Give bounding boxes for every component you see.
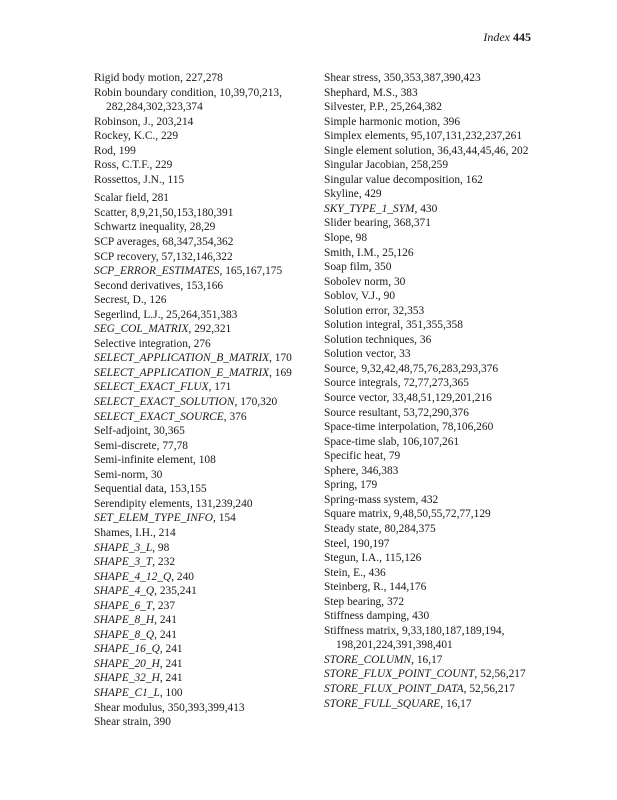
index-entry: Specific heat, 79 bbox=[324, 450, 401, 463]
index-entry: Semi-infinite element, 108 bbox=[94, 454, 216, 467]
index-pages: 115,126 bbox=[384, 552, 422, 565]
index-entry: Step bearing, 372 bbox=[324, 595, 405, 608]
index-pages: 368,371 bbox=[393, 217, 431, 230]
index-pages: 281 bbox=[151, 192, 169, 205]
index-pages: 179 bbox=[360, 479, 378, 492]
index-entry: Robin boundary condition, 10,39,70,213, 282,284,302,323,374 bbox=[94, 86, 282, 114]
index-pages: 80,284,375 bbox=[384, 522, 436, 535]
index-term: SHAPE_4_Q bbox=[94, 585, 155, 598]
index-term: Stein, E. bbox=[324, 566, 363, 579]
index-entry: Shames, I.H., 214 bbox=[94, 526, 176, 539]
index-pages: 52,56,217 bbox=[469, 682, 515, 695]
index-pages: 165,167,175 bbox=[225, 265, 283, 278]
index-term: Source integrals bbox=[324, 377, 398, 390]
index-pages: 396 bbox=[442, 115, 461, 128]
index-entry: Source resultant, 53,72,290,376 bbox=[324, 406, 469, 419]
index-entry: Silvester, P.P., 25,264,382 bbox=[324, 101, 442, 114]
index-entry: STORE_FULL_SQUARE, 16,17 bbox=[324, 697, 472, 710]
index-pages: 232 bbox=[157, 556, 176, 569]
index-term: Serendipity elements bbox=[94, 497, 190, 510]
index-entry: SEG_COL_MATRIX, 292,321 bbox=[94, 323, 232, 336]
index-term: SHAPE_4_12_Q bbox=[94, 570, 172, 583]
index-column-right bbox=[324, 71, 544, 711]
index-entry: Rigid body motion, 227,278 bbox=[94, 72, 223, 84]
index-entry: Source vector, 33,48,51,129,201,216 bbox=[324, 392, 492, 405]
index-entry: SCP averages, 68,347,354,362 bbox=[94, 236, 234, 249]
index-pages: 170,320 bbox=[240, 396, 278, 409]
index-pages: 16,17 bbox=[445, 697, 472, 710]
index-pages: 9,48,50,55,72,77,129 bbox=[393, 508, 491, 521]
index-term: STORE_COLUMN bbox=[324, 653, 412, 666]
index-term: Singular Jacobian bbox=[324, 159, 406, 172]
index-entry: Selective integration, 276 bbox=[94, 337, 211, 350]
index-term: STORE_FULL_SQUARE bbox=[324, 697, 441, 710]
index-term: SHAPE_8_H bbox=[94, 614, 155, 627]
index-entry: SCP_ERROR_ESTIMATES, 165,167,175 bbox=[94, 265, 283, 278]
index-term: SHAPE_3_L bbox=[94, 541, 153, 554]
index-entry: SHAPE_16_Q, 241 bbox=[94, 643, 183, 656]
index-entry: STORE_FLUX_POINT_COUNT, 52,56,217 bbox=[324, 668, 526, 681]
index-entry: Steel, 190,197 bbox=[324, 537, 390, 550]
index-entry: Secrest, D., 126 bbox=[94, 294, 167, 307]
index-entry: Space-time interpolation, 78,106,260 bbox=[324, 421, 494, 434]
index-entry: Scatter, 8,9,21,50,153,180,391 bbox=[94, 206, 234, 219]
index-entry: Solution error, 32,353 bbox=[324, 304, 425, 317]
index-pages: 154 bbox=[218, 512, 236, 525]
index-term: Robin boundary condition bbox=[94, 86, 214, 99]
index-pages: 241 bbox=[159, 628, 177, 641]
index-term: Solution integral bbox=[324, 319, 401, 332]
index-pages: 16,17 bbox=[416, 653, 443, 666]
index-entry: SHAPE_6_T, 237 bbox=[94, 599, 176, 612]
index-entry: Spring, 179 bbox=[324, 479, 378, 492]
index-pages: 9,33,180,187,189,194, 198,201,224,391,398,401 bbox=[336, 624, 505, 652]
index-term: Sequential data bbox=[94, 483, 164, 496]
index-pages: 95,107,131,232,237,261 bbox=[411, 130, 523, 143]
index-pages: 100 bbox=[165, 686, 183, 699]
index-pages: 432 bbox=[421, 493, 439, 506]
index-pages: 108 bbox=[198, 454, 216, 467]
index-entry: Rockey, K.C., 229 bbox=[94, 130, 179, 143]
index-term: Shear stress bbox=[324, 72, 379, 84]
index-entry: Self-adjoint, 30,365 bbox=[94, 425, 185, 438]
index-term: Space-time slab bbox=[324, 435, 397, 448]
index-entry: SHAPE_8_H, 241 bbox=[94, 614, 177, 627]
index-pages: 376 bbox=[229, 410, 247, 423]
index-pages: 346,383 bbox=[361, 464, 399, 477]
index-term: Smith, I.M. bbox=[324, 246, 377, 259]
index-entry: Soap film, 350 bbox=[324, 261, 392, 274]
index-term: STORE_FLUX_POINT_COUNT bbox=[324, 668, 475, 681]
index-entry: STORE_FLUX_POINT_DATA, 52,56,217 bbox=[324, 682, 515, 695]
index-term: SCP_ERROR_ESTIMATES bbox=[94, 265, 220, 278]
index-pages: 33,48,51,129,201,216 bbox=[392, 392, 492, 405]
index-entry: Slope, 98 bbox=[324, 232, 368, 245]
index-pages: 241 bbox=[165, 643, 183, 656]
index-pages: 32,353 bbox=[392, 304, 425, 317]
index-entry: Simplex elements, 95,107,131,232,237,261 bbox=[324, 130, 523, 143]
index-pages: 90 bbox=[383, 290, 396, 303]
index-term: Steady state bbox=[324, 522, 379, 535]
index-term: SHAPE_3_T bbox=[94, 556, 153, 569]
index-pages: 10,39,70,213, 282,284,302,323,374 bbox=[106, 86, 282, 114]
index-entry: Rossettos, J.N., 115 bbox=[94, 173, 185, 186]
index-term: SELECT_EXACT_SOURCE bbox=[94, 410, 224, 423]
index-term: Space-time interpolation bbox=[324, 421, 437, 434]
index-entry: Slider bearing, 368,371 bbox=[324, 217, 431, 230]
index-term: SHAPE_20_H bbox=[94, 657, 160, 670]
index-term: Source resultant bbox=[324, 406, 398, 419]
index-entry: Stiffness matrix, 9,33,180,187,189,194, 198,201,224,391,398,401 bbox=[324, 624, 505, 652]
index-entry: Rod, 199 bbox=[94, 144, 136, 157]
index-pages: 98 bbox=[157, 541, 170, 554]
index-pages: 171 bbox=[214, 381, 232, 394]
index-pages: 144,176 bbox=[389, 581, 427, 594]
index-term: SCP averages bbox=[94, 236, 157, 249]
index-entry: Shear stress, 350,353,387,390,423 bbox=[324, 72, 481, 84]
index-term: Second derivatives bbox=[94, 279, 181, 292]
index-term: Rossettos, J.N. bbox=[94, 173, 162, 186]
index-term: SHAPE_32_H bbox=[94, 672, 160, 685]
index-term: Scatter bbox=[94, 206, 126, 219]
index-pages: 25,264,382 bbox=[390, 101, 442, 114]
index-entry: Singular value decomposition, 162 bbox=[324, 173, 483, 186]
index-entry: Steady state, 80,284,375 bbox=[324, 522, 436, 535]
index-term: Solution techniques bbox=[324, 333, 415, 346]
index-term: Stiffness matrix bbox=[324, 624, 397, 637]
index-term: Skyline bbox=[324, 188, 359, 201]
index-term: Segerlind, L.J. bbox=[94, 308, 161, 321]
index-term: Schwartz inequality bbox=[94, 221, 185, 234]
page-header bbox=[483, 30, 531, 45]
index-pages: 153,155 bbox=[169, 483, 207, 496]
index-term: Stegun, I.A. bbox=[324, 552, 380, 565]
index-entry: Skyline, 429 bbox=[324, 188, 382, 201]
index-term: SHAPE_8_Q bbox=[94, 628, 155, 641]
index-pages: 241 bbox=[159, 614, 177, 627]
index-entry: SHAPE_8_Q, 241 bbox=[94, 628, 177, 641]
index-term: Singular value decomposition bbox=[324, 173, 461, 186]
index-entry: Spring-mass system, 432 bbox=[324, 493, 439, 506]
index-pages: 30 bbox=[393, 275, 406, 288]
index-term: SCP recovery bbox=[94, 250, 156, 263]
index-term: SELECT_APPLICATION_E_MATRIX bbox=[94, 366, 270, 379]
index-entry: SELECT_EXACT_SOLUTION, 170,320 bbox=[94, 396, 278, 409]
index-term: Shear strain bbox=[94, 716, 149, 729]
index-pages: 203,214 bbox=[156, 115, 194, 128]
index-term: Soap film bbox=[324, 261, 369, 274]
index-entry: SHAPE_3_T, 232 bbox=[94, 556, 176, 569]
index-pages: 229 bbox=[155, 159, 173, 172]
index-pages: 169 bbox=[274, 366, 292, 379]
index-entry: SHAPE_32_H, 241 bbox=[94, 672, 183, 685]
index-term: Source vector bbox=[324, 392, 387, 405]
index-term: Sphere bbox=[324, 464, 356, 477]
index-pages: 383 bbox=[400, 86, 418, 99]
index-entry: Segerlind, L.J., 25,264,351,383 bbox=[94, 308, 238, 321]
index-entry: Smith, I.M., 25,126 bbox=[324, 246, 414, 259]
index-pages: 390 bbox=[153, 716, 171, 729]
index-entry: Shear strain, 390 bbox=[94, 716, 171, 729]
index-entry: Schwartz inequality, 28,29 bbox=[94, 221, 216, 234]
index-term: Slider bearing bbox=[324, 217, 389, 230]
index-entry: Shear modulus, 350,393,399,413 bbox=[94, 701, 245, 714]
index-entry: Simple harmonic motion, 396 bbox=[324, 115, 461, 128]
index-pages: 126 bbox=[149, 294, 167, 307]
index-entry: SHAPE_4_Q, 235,241 bbox=[94, 585, 197, 598]
index-entry: Single element solution, 36,43,44,45,46, 202 bbox=[324, 144, 529, 157]
index-term: SELECT_EXACT_SOLUTION bbox=[94, 396, 235, 409]
index-pages: 78,106,260 bbox=[442, 421, 494, 434]
index-entry: SELECT_EXACT_SOURCE, 376 bbox=[94, 410, 247, 423]
index-entry: Ross, C.T.F., 229 bbox=[94, 159, 173, 172]
index-entry: Steinberg, R., 144,176 bbox=[324, 581, 427, 594]
index-term: SHAPE_6_T bbox=[94, 599, 153, 612]
index-pages: 36 bbox=[419, 333, 432, 346]
index-term: Rockey, K.C. bbox=[94, 130, 156, 143]
index-entry: Serendipity elements, 131,239,240 bbox=[94, 497, 253, 510]
index-entry: SELECT_APPLICATION_E_MATRIX, 169 bbox=[94, 366, 292, 379]
index-entry: SKY_TYPE_1_SYM, 430 bbox=[324, 202, 438, 215]
index-term: Rod bbox=[94, 144, 113, 157]
index-entry: SHAPE_3_L, 98 bbox=[94, 541, 170, 554]
index-entry: Sobolev norm, 30 bbox=[324, 275, 406, 288]
index-entry: Sphere, 346,383 bbox=[324, 464, 399, 477]
index-pages: 131,239,240 bbox=[195, 497, 253, 510]
index-term: Soblov, V.J. bbox=[324, 290, 378, 303]
index-pages: 276 bbox=[193, 337, 211, 350]
index-entry: Source integrals, 72,77,273,365 bbox=[324, 377, 469, 390]
index-term: Steinberg, R. bbox=[324, 581, 384, 594]
index-term: Spring bbox=[324, 479, 355, 492]
index-pages: 9,32,42,48,75,76,283,293,376 bbox=[361, 362, 499, 375]
index-term: Solution error bbox=[324, 304, 388, 317]
index-pages: 227,278 bbox=[185, 72, 223, 84]
index-entry: SELECT_APPLICATION_B_MATRIX, 170 bbox=[94, 352, 292, 365]
index-pages: 53,72,290,376 bbox=[403, 406, 469, 419]
index-term: Slope bbox=[324, 232, 350, 245]
index-pages: 72,77,273,365 bbox=[403, 377, 469, 390]
index-pages: 115 bbox=[167, 173, 185, 186]
index-pages: 33 bbox=[399, 348, 411, 361]
index-entry: Square matrix, 9,48,50,55,72,77,129 bbox=[324, 508, 491, 521]
index-pages: 98 bbox=[355, 232, 368, 245]
index-term: SHAPE_16_Q bbox=[94, 643, 160, 656]
index-term: Spring-mass system bbox=[324, 493, 416, 506]
index-entry: Semi-norm, 30 bbox=[94, 468, 163, 481]
index-pages: 429 bbox=[364, 188, 382, 201]
index-pages: 79 bbox=[388, 450, 401, 463]
index-pages: 36,43,44,45,46, 202 bbox=[437, 144, 529, 157]
index-pages: 106,107,261 bbox=[402, 435, 460, 448]
index-term: Silvester, P.P. bbox=[324, 101, 385, 114]
index-term: Square matrix bbox=[324, 508, 389, 521]
index-entry: Solution vector, 33 bbox=[324, 348, 411, 361]
index-pages: 229 bbox=[160, 130, 179, 143]
index-pages: 153,166 bbox=[186, 279, 224, 292]
index-term: Shephard, M.S. bbox=[324, 86, 395, 99]
index-entry: Solution integral, 351,355,358 bbox=[324, 319, 463, 332]
index-entry: SHAPE_C1_L, 100 bbox=[94, 686, 183, 699]
index-term: Steel bbox=[324, 537, 347, 550]
index-entry: Soblov, V.J., 90 bbox=[324, 290, 396, 303]
index-pages: 30,365 bbox=[153, 425, 185, 438]
index-pages: 241 bbox=[165, 672, 183, 685]
index-pages: 436 bbox=[368, 566, 386, 579]
index-entry: Source, 9,32,42,48,75,76,283,293,376 bbox=[324, 362, 499, 375]
index-term: SKY_TYPE_1_SYM bbox=[324, 202, 415, 215]
index-pages: 350,353,387,390,423 bbox=[383, 72, 481, 84]
index-entry: Stegun, I.A., 115,126 bbox=[324, 552, 422, 565]
index-pages: 77,78 bbox=[162, 439, 188, 452]
index-term: Semi-norm bbox=[94, 468, 146, 481]
index-pages: 52,56,217 bbox=[480, 668, 526, 681]
index-pages: 350 bbox=[374, 261, 392, 274]
index-term: Semi-infinite element bbox=[94, 454, 194, 467]
index-entry: Shephard, M.S., 383 bbox=[324, 86, 418, 99]
index-term: SHAPE_C1_L bbox=[94, 686, 160, 699]
index-pages: 258,259 bbox=[411, 159, 449, 172]
index-term: Simplex elements bbox=[324, 130, 406, 143]
index-pages: 170 bbox=[274, 352, 292, 365]
index-term: SELECT_APPLICATION_B_MATRIX bbox=[94, 352, 270, 365]
index-term: Sobolev norm bbox=[324, 275, 389, 288]
index-term: Secrest, D. bbox=[94, 294, 144, 307]
index-pages: 199 bbox=[118, 144, 136, 157]
index-pages: 350,393,399,413 bbox=[167, 701, 245, 714]
index-term: Scalar field bbox=[94, 192, 147, 205]
index-pages: 237 bbox=[157, 599, 176, 612]
index-pages: 241 bbox=[165, 657, 183, 670]
index-pages: 430 bbox=[412, 610, 430, 623]
index-entry: Solution techniques, 36 bbox=[324, 333, 432, 346]
index-entry: Robinson, J., 203,214 bbox=[94, 115, 194, 128]
running-head: Index bbox=[483, 30, 510, 44]
index-pages: 68,347,354,362 bbox=[162, 236, 234, 249]
index-entry: Stein, E., 436 bbox=[324, 566, 386, 579]
index-entry: SCP recovery, 57,132,146,322 bbox=[94, 250, 233, 263]
index-term: Robinson, J. bbox=[94, 115, 151, 128]
index-term: Specific heat bbox=[324, 450, 384, 463]
index-entry: Stiffness damping, 430 bbox=[324, 610, 430, 623]
index-entry: Scalar field, 281 bbox=[94, 192, 169, 205]
index-entry: SELECT_EXACT_FLUX, 171 bbox=[94, 381, 232, 394]
index-term: SEG_COL_MATRIX bbox=[94, 323, 189, 336]
index-term: Simple harmonic motion bbox=[324, 115, 438, 128]
index-entry: SET_ELEM_TYPE_INFO, 154 bbox=[94, 512, 236, 525]
index-pages: 351,355,358 bbox=[405, 319, 463, 332]
index-pages: 8,9,21,50,153,180,391 bbox=[130, 206, 234, 219]
index-pages: 240 bbox=[176, 570, 194, 583]
index-term: Ross, C.T.F. bbox=[94, 159, 150, 172]
index-entry: STORE_COLUMN, 16,17 bbox=[324, 653, 443, 666]
index-pages: 25,264,351,383 bbox=[166, 308, 238, 321]
index-entry: Semi-discrete, 77,78 bbox=[94, 439, 188, 452]
index-pages: 430 bbox=[420, 202, 438, 215]
index-pages: 214 bbox=[158, 526, 176, 539]
index-term: Step bearing bbox=[324, 595, 382, 608]
index-entry: Second derivatives, 153,166 bbox=[94, 279, 224, 292]
index-term: Solution vector bbox=[324, 348, 394, 361]
index-entry: SHAPE_20_H, 241 bbox=[94, 657, 183, 670]
index-term: Self-adjoint bbox=[94, 425, 148, 438]
index-term: Stiffness damping bbox=[324, 610, 407, 623]
index-pages: 57,132,146,322 bbox=[161, 250, 233, 263]
index-term: Selective integration bbox=[94, 337, 188, 350]
index-pages: 190,197 bbox=[352, 537, 390, 550]
index-term: Rigid body motion bbox=[94, 72, 181, 84]
index-entry: SHAPE_4_12_Q, 240 bbox=[94, 570, 194, 583]
index-column-left bbox=[94, 71, 316, 730]
index-term: SET_ELEM_TYPE_INFO bbox=[94, 512, 213, 525]
index-term: Source bbox=[324, 362, 356, 375]
index-pages: 235,241 bbox=[159, 585, 197, 598]
index-pages: 162 bbox=[465, 173, 483, 186]
index-entry: Space-time slab, 106,107,261 bbox=[324, 435, 460, 448]
index-term: Single element solution bbox=[324, 144, 432, 157]
index-term: Shear modulus bbox=[94, 701, 163, 714]
page-number: 445 bbox=[513, 30, 531, 44]
index-entry: Sequential data, 153,155 bbox=[94, 483, 207, 496]
index-pages: 28,29 bbox=[189, 221, 216, 234]
index-term: Semi-discrete bbox=[94, 439, 157, 452]
index-pages: 372 bbox=[386, 595, 405, 608]
index-entry: Singular Jacobian, 258,259 bbox=[324, 159, 449, 172]
index-term: SELECT_EXACT_FLUX bbox=[94, 381, 209, 394]
index-pages: 30 bbox=[150, 468, 163, 481]
index-pages: 292,321 bbox=[194, 323, 232, 336]
index-term: Shames, I.H. bbox=[94, 526, 153, 539]
index-term: STORE_FLUX_POINT_DATA bbox=[324, 682, 464, 695]
index-pages: 25,126 bbox=[382, 246, 414, 259]
